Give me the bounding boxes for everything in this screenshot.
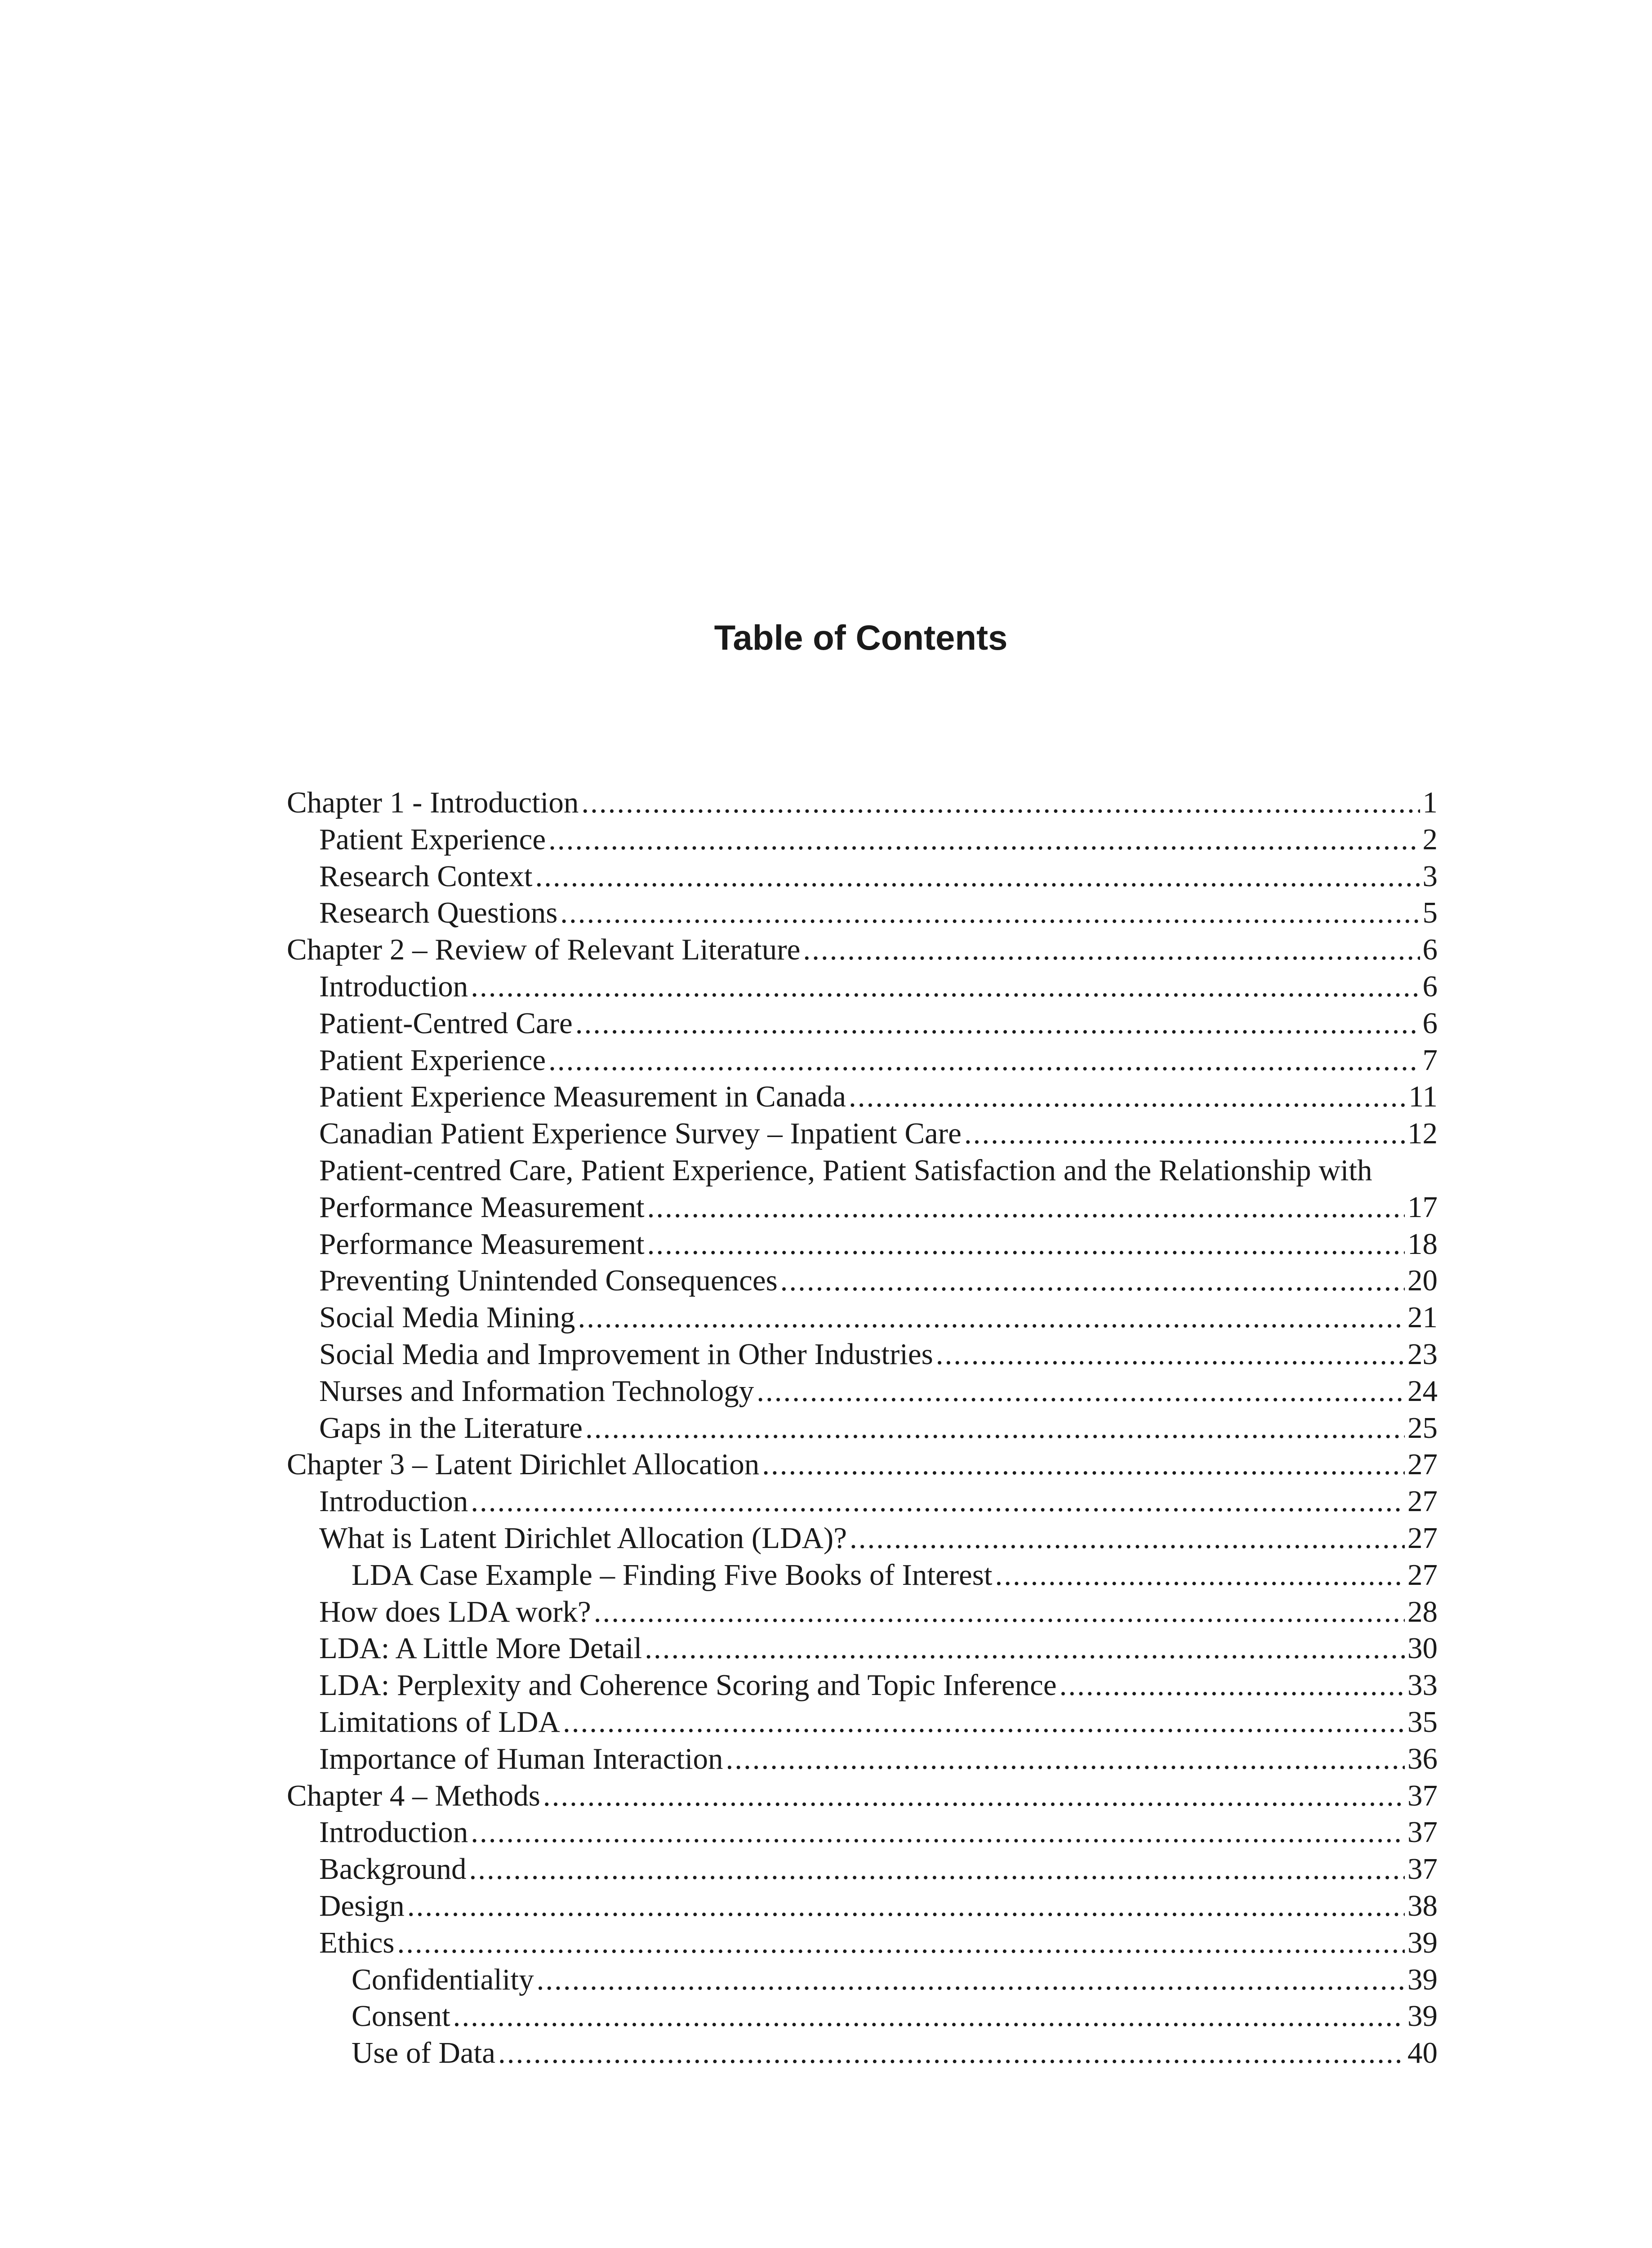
toc-page-number: 27 xyxy=(1407,1521,1438,1555)
toc-entry[interactable] xyxy=(287,1667,1438,1704)
toc-page-number: 6 xyxy=(1422,1006,1438,1040)
toc-page-number: 33 xyxy=(1407,1668,1438,1702)
toc-entry[interactable] xyxy=(287,1410,1438,1447)
toc-entry[interactable] xyxy=(287,1373,1438,1410)
toc-entry-title: Chapter 3 – Latent Dirichlet Allocation xyxy=(287,1448,760,1481)
toc-page-number: 23 xyxy=(1407,1337,1438,1371)
page-title: Table of Contents xyxy=(714,618,1008,657)
toc-entry[interactable] xyxy=(287,932,1438,968)
toc-entry-title: Social Media Mining xyxy=(319,1301,575,1334)
toc-entry[interactable] xyxy=(287,1778,1438,1815)
toc-page-number: 6 xyxy=(1422,969,1438,1003)
toc-page-number: 39 xyxy=(1407,1926,1438,1959)
toc-entry-title: Patient Experience xyxy=(319,822,546,856)
dot-leader xyxy=(563,1704,1405,1741)
toc-entry-title-line: Patient-centred Care, Patient Experience, Patient Satisfaction and the Relationship with xyxy=(319,1153,1372,1187)
toc-entry[interactable] xyxy=(287,1042,1438,1079)
toc-entry[interactable] xyxy=(287,1704,1438,1741)
toc-page-number: 38 xyxy=(1407,1889,1438,1922)
toc-entry-title: Limitations of LDA xyxy=(319,1705,560,1739)
dot-leader xyxy=(543,1778,1405,1815)
toc-entry-title: Performance Measurement xyxy=(319,1227,645,1261)
dot-leader xyxy=(397,1925,1405,1962)
dot-leader xyxy=(548,821,1420,858)
toc-page-number: 24 xyxy=(1407,1374,1438,1408)
toc-page-number: 36 xyxy=(1407,1742,1438,1775)
dot-leader xyxy=(964,1115,1405,1152)
dot-leader xyxy=(537,1962,1405,1998)
toc-entry-title: Introduction xyxy=(319,969,468,1003)
toc-entry[interactable] xyxy=(287,785,1438,821)
toc-entry[interactable] xyxy=(287,1962,1438,1998)
toc-entry-title: Introduction xyxy=(319,1815,468,1849)
dot-leader xyxy=(780,1262,1405,1299)
toc-list xyxy=(287,785,1438,2072)
dot-leader xyxy=(471,1814,1405,1851)
toc-entry-title: Patient-Centred Care xyxy=(319,1006,573,1040)
dot-leader xyxy=(548,1042,1420,1079)
toc-entry[interactable] xyxy=(287,968,1438,1005)
dot-leader xyxy=(469,1851,1405,1888)
toc-page-number: 6 xyxy=(1422,933,1438,967)
dot-leader xyxy=(803,932,1420,968)
toc-entry-title: LDA: Perplexity and Coherence Scoring and Topic Inference xyxy=(319,1668,1057,1702)
toc-entry[interactable] xyxy=(287,858,1438,895)
dot-leader xyxy=(471,1483,1405,1520)
toc-page-number: 39 xyxy=(1407,1999,1438,2033)
toc-entry-title: How does LDA work? xyxy=(319,1595,591,1628)
toc-entry-title: Use of Data xyxy=(352,2036,495,2070)
dot-leader xyxy=(726,1741,1405,1778)
toc-page-number: 37 xyxy=(1407,1852,1438,1886)
dot-leader xyxy=(498,2035,1405,2072)
toc-entry-title: What is Latent Dirichlet Allocation (LDA)? xyxy=(319,1521,847,1555)
dot-leader xyxy=(647,1189,1405,1226)
toc-entry[interactable] xyxy=(287,1483,1438,1520)
toc-page-number: 5 xyxy=(1422,896,1438,930)
toc-entry[interactable] xyxy=(287,895,1438,932)
dot-leader xyxy=(560,895,1420,932)
toc-page-number: 21 xyxy=(1407,1301,1438,1334)
dot-leader xyxy=(936,1336,1405,1373)
dot-leader xyxy=(578,1299,1405,1336)
toc-entry[interactable] xyxy=(287,1079,1438,1115)
dot-leader xyxy=(535,858,1420,895)
toc-entry-title: Performance Measurement xyxy=(319,1190,645,1224)
toc-page-number: 2 xyxy=(1422,822,1438,856)
toc-entry[interactable] xyxy=(287,1925,1438,1962)
toc-entry-title: Patient Experience xyxy=(319,1043,546,1077)
toc-entry-title: Design xyxy=(319,1889,405,1922)
dot-leader xyxy=(407,1888,1405,1925)
toc-page-number: 30 xyxy=(1407,1632,1438,1665)
toc-entry-title: LDA Case Example – Finding Five Books of Interest xyxy=(352,1558,993,1592)
toc-entry[interactable] xyxy=(287,1226,1438,1263)
toc-entry[interactable] xyxy=(287,1741,1438,1778)
toc-entry[interactable] xyxy=(287,1152,1438,1226)
toc-entry[interactable] xyxy=(287,821,1438,858)
toc-entry-title: Chapter 4 – Methods xyxy=(287,1779,540,1812)
toc-entry[interactable] xyxy=(287,1851,1438,1888)
toc-entry-title: Introduction xyxy=(319,1485,468,1518)
toc-entry-title: Background xyxy=(319,1852,467,1886)
dot-leader xyxy=(850,1520,1405,1557)
dot-leader xyxy=(645,1630,1405,1667)
toc-entry[interactable] xyxy=(287,2035,1438,2072)
toc-entry[interactable] xyxy=(287,1005,1438,1042)
toc-page-number: 25 xyxy=(1407,1411,1438,1445)
dot-leader xyxy=(757,1373,1405,1410)
dot-leader xyxy=(1060,1667,1405,1704)
dot-leader xyxy=(995,1557,1405,1594)
toc-entry[interactable] xyxy=(287,1814,1438,1851)
toc-entry-title: Chapter 2 – Review of Relevant Literature xyxy=(287,933,801,967)
toc-entry[interactable] xyxy=(287,1630,1438,1667)
dot-leader xyxy=(585,1410,1405,1447)
toc-page-number: 7 xyxy=(1422,1043,1438,1077)
toc-entry-title: Ethics xyxy=(319,1926,395,1959)
toc-entry-title: Social Media and Improvement in Other Industries xyxy=(319,1337,933,1371)
toc-page-number: 37 xyxy=(1407,1815,1438,1849)
toc-entry-title: Nurses and Information Technology xyxy=(319,1374,754,1408)
toc-entry[interactable] xyxy=(287,1446,1438,1483)
toc-entry-title: Research Context xyxy=(319,859,533,893)
toc-entry-title: Consent xyxy=(352,1999,450,2033)
toc-entry[interactable] xyxy=(287,1262,1438,1299)
toc-entry-title: Preventing Unintended Consequences xyxy=(319,1264,778,1298)
toc-entry[interactable] xyxy=(287,1594,1438,1631)
dot-leader xyxy=(762,1446,1405,1483)
toc-entry[interactable] xyxy=(287,1888,1438,1925)
toc-page-number: 28 xyxy=(1407,1595,1438,1628)
toc-entry-title: Importance of Human Interaction xyxy=(319,1742,723,1775)
toc-entry[interactable] xyxy=(287,1299,1438,1336)
toc-page-number: 39 xyxy=(1407,1963,1438,1996)
toc-entry[interactable] xyxy=(287,1520,1438,1557)
dot-leader xyxy=(453,1998,1405,2035)
toc-entry-title: Gaps in the Literature xyxy=(319,1411,583,1445)
toc-page-number: 35 xyxy=(1407,1705,1438,1739)
toc-entry-title: LDA: A Little More Detail xyxy=(319,1632,642,1665)
dot-leader xyxy=(575,1005,1420,1042)
toc-page-number: 17 xyxy=(1407,1190,1438,1224)
toc-page-number: 20 xyxy=(1407,1264,1438,1298)
toc-page-number: 11 xyxy=(1408,1080,1438,1114)
toc-entry[interactable] xyxy=(287,1336,1438,1373)
toc-page-number: 27 xyxy=(1407,1485,1438,1518)
toc-entry-title: Patient Experience Measurement in Canada xyxy=(319,1080,846,1114)
toc-entry[interactable] xyxy=(287,1557,1438,1594)
dot-leader xyxy=(581,785,1420,821)
toc-entry-title: Canadian Patient Experience Survey – Inpatient Care xyxy=(319,1117,962,1151)
toc-page-number: 37 xyxy=(1407,1779,1438,1812)
toc-page-number: 40 xyxy=(1407,2036,1438,2070)
toc-page-number: 27 xyxy=(1407,1448,1438,1481)
toc-entry-title: Research Questions xyxy=(319,896,558,930)
toc-entry-title: Confidentiality xyxy=(352,1963,534,1996)
toc-entry-title: Chapter 1 - Introduction xyxy=(287,786,579,819)
toc-page-number: 3 xyxy=(1422,859,1438,893)
toc-page-number: 12 xyxy=(1407,1117,1438,1151)
dot-leader xyxy=(594,1594,1405,1631)
toc-entry[interactable] xyxy=(287,1998,1438,2035)
dot-leader xyxy=(647,1226,1405,1263)
toc-page-number: 27 xyxy=(1407,1558,1438,1592)
toc-page-number: 1 xyxy=(1422,786,1438,819)
dot-leader xyxy=(849,1079,1406,1115)
toc-entry[interactable] xyxy=(287,1115,1438,1152)
toc-page-number: 18 xyxy=(1407,1227,1438,1261)
dot-leader xyxy=(471,968,1420,1005)
